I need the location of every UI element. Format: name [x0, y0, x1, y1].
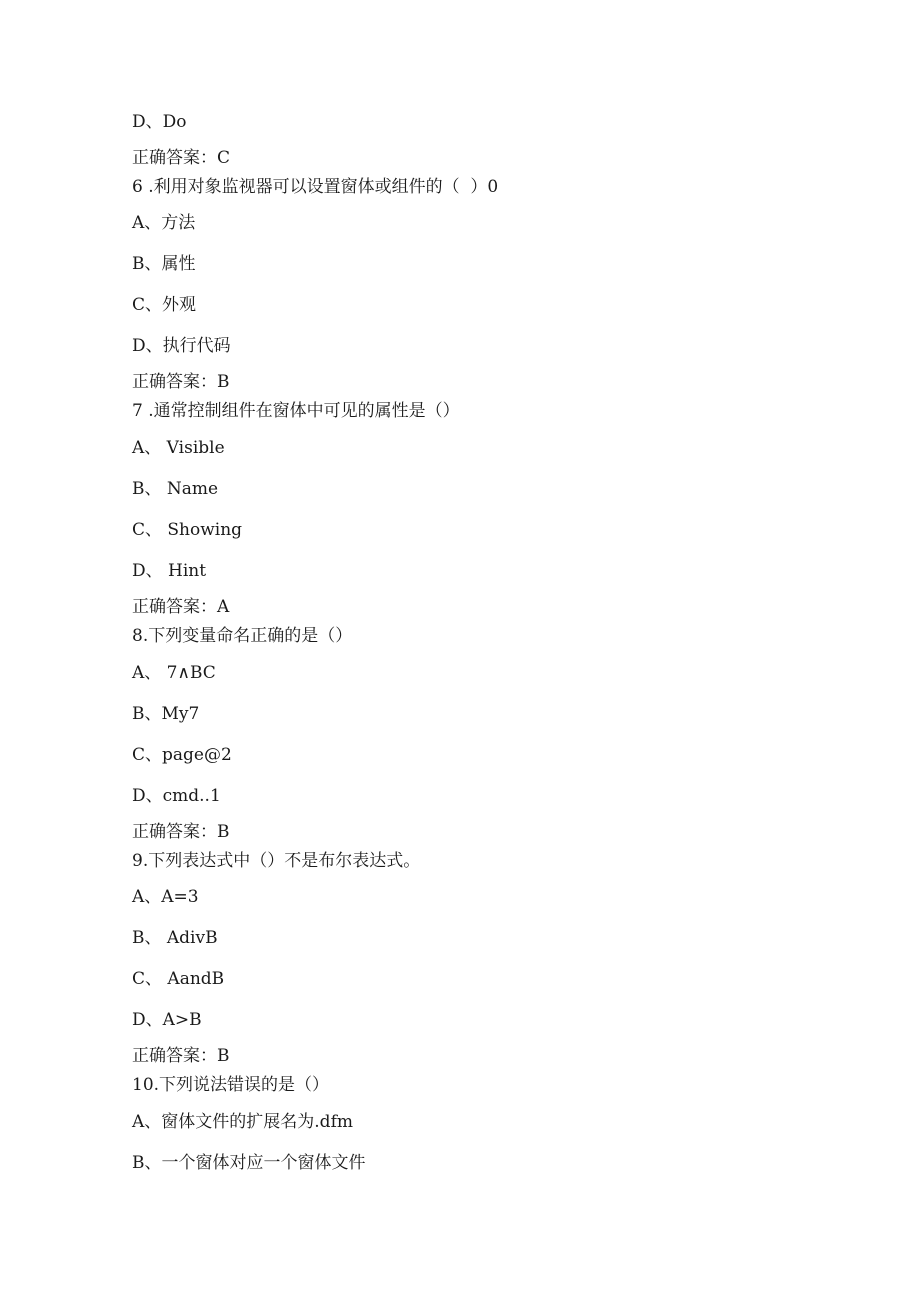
- answer-line: 正确答案：C: [132, 148, 231, 168]
- option-d: D、执行代码: [132, 336, 231, 356]
- option-c: C、page@2: [132, 745, 232, 765]
- question-8: 8.下列变量命名正确的是（）: [132, 626, 353, 646]
- option-a: A、 7∧BC: [132, 663, 216, 683]
- answer-line: 正确答案：B: [132, 1046, 230, 1066]
- option-b: B、属性: [132, 254, 196, 274]
- option-a: A、窗体文件的扩展名为.dfm: [132, 1112, 353, 1132]
- answer-line: 正确答案：A: [132, 597, 230, 617]
- question-7: 7 .通常控制组件在窗体中可见的属性是（）: [132, 401, 460, 421]
- answer-line: 正确答案：B: [132, 372, 230, 392]
- question-10: 10.下列说法错误的是（）: [132, 1075, 330, 1095]
- option-d: D、A>B: [132, 1010, 202, 1030]
- answer-line: 正确答案：B: [132, 822, 230, 842]
- option-c: C、 Showing: [132, 520, 243, 540]
- option-c: C、外观: [132, 295, 197, 315]
- option-d: D、 Hint: [132, 561, 207, 581]
- option-d: D、Do: [132, 112, 187, 132]
- option-c: C、 AandB: [132, 969, 225, 989]
- option-b: B、一个窗体对应一个窗体文件: [132, 1153, 366, 1173]
- option-b: B、 AdivB: [132, 928, 218, 948]
- question-9: 9.下列表达式中（）不是布尔表达式。: [132, 851, 421, 871]
- option-d: D、cmd..1: [132, 786, 221, 806]
- question-6: 6 .利用对象监视器可以设置窗体或组件的（ ）0: [132, 177, 499, 197]
- option-a: A、方法: [132, 213, 196, 233]
- option-b: B、 Name: [132, 479, 219, 499]
- option-a: A、A=3: [132, 887, 199, 907]
- option-a: A、 Visible: [132, 438, 225, 458]
- option-b: B、My7: [132, 704, 200, 724]
